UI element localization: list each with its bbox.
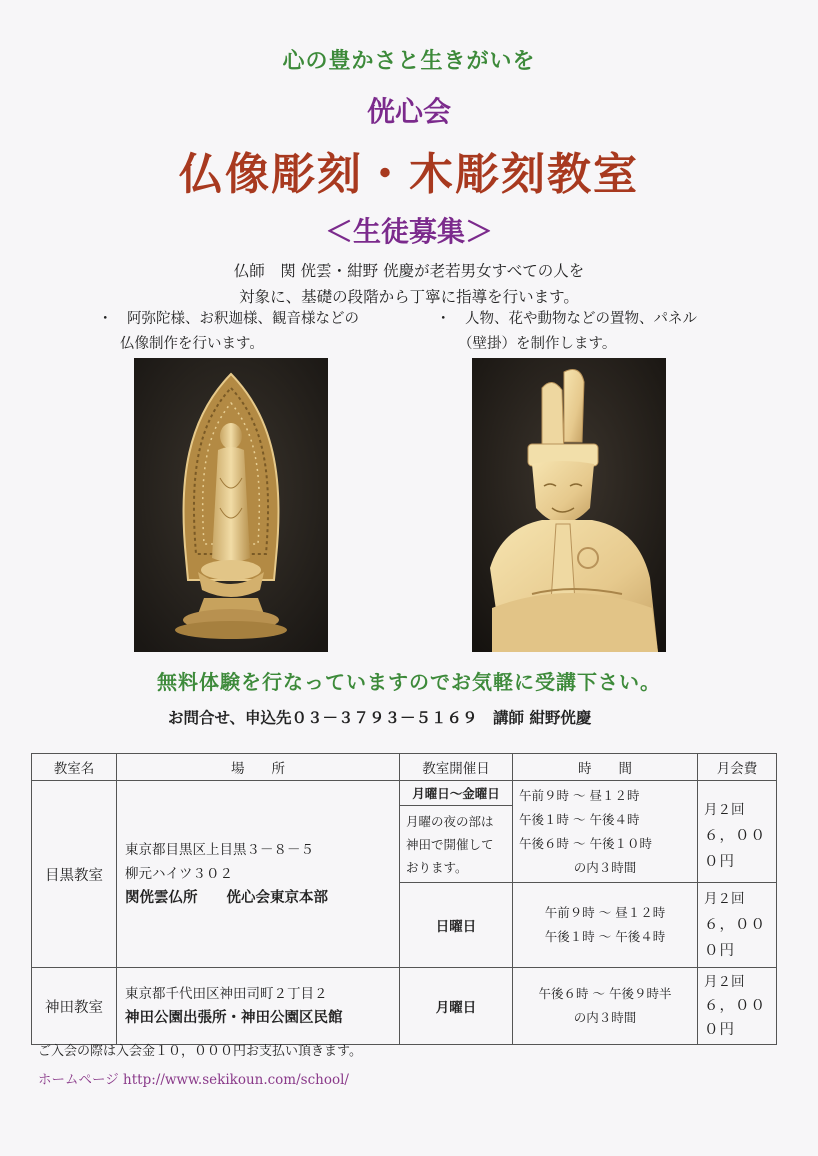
homepage-link[interactable]: http://www.sekikoun.com/school/ (123, 1072, 349, 1088)
kanda-day: 月曜日 (400, 968, 513, 1045)
page-title: 仏像彫刻・木彫刻教室 (179, 149, 639, 200)
meguro-address (117, 781, 400, 968)
table-row (32, 968, 777, 1045)
meguro-sunday: 日曜日 (400, 883, 513, 968)
recruitment-subtitle: ＜生徒募集＞ (324, 215, 493, 248)
header-time: 時 間 (513, 754, 698, 781)
intro-text (0, 258, 818, 310)
buddha-statue-icon (134, 358, 328, 652)
fee-line-1: 月２回 (704, 891, 745, 907)
meguro-weekday-fee (698, 781, 777, 883)
tagline: 心の豊かさと生きがいを (282, 48, 536, 74)
bullet-mark: ・ (436, 311, 451, 327)
header-location: 場 所 (117, 754, 400, 781)
kanda-address (117, 968, 400, 1045)
meguro-sunday-fee (698, 883, 777, 968)
bullet-line-2: （壁掛）を制作します。 (458, 336, 617, 352)
meguro-name: 目黒教室 (32, 781, 117, 968)
bullet-ornaments (436, 307, 736, 357)
header-day: 教室開催日 (400, 754, 513, 781)
table-header-row (32, 754, 777, 781)
time-line-3: 午後６時 ～ 午後１０時 (519, 835, 652, 851)
homepage-label: ホームページ (38, 1072, 119, 1088)
meguro-address-line-2: 柳元ハイツ３０２ (125, 866, 233, 882)
contact-info: お問合せ、申込先０３－３７９３－５１６９ 講師 紺野侊慶 (168, 708, 592, 727)
header-classroom: 教室名 (32, 754, 117, 781)
note-line-3: おります。 (406, 859, 468, 875)
bullet-buddhist-statues (98, 307, 418, 357)
fee-line-1: 月２回 (704, 974, 745, 990)
time-line-4: の内３時間 (573, 859, 637, 875)
enrollment-fee-note: ご入会の際は入会金１０，０００円お支払い頂きます。 (38, 1044, 362, 1059)
meguro-night-note (400, 806, 513, 883)
intro-line-2: 対象に、基礎の段階から丁寧に指導を行います。 (239, 288, 579, 306)
time-line-1: 午後６時 ～ 午後９時半 (538, 986, 672, 1001)
table-row (32, 781, 777, 806)
kanda-times (513, 968, 698, 1045)
intro-line-1: 仏師 関 侊雲・紺野 侊慶が老若男女すべての人を (233, 262, 585, 280)
fee-line-1: 月２回 (704, 802, 745, 818)
meguro-address-line-3: 関侊雲仏所 侊心会東京本部 (125, 889, 328, 906)
bullet-mark: ・ (98, 311, 113, 327)
time-line-1: 午前９時 ～ 昼１２時 (519, 787, 640, 803)
meguro-sunday-times (513, 883, 698, 968)
meguro-weekday-times (513, 781, 698, 883)
bullet-line-1: 人物、花や動物などの置物、パネル (465, 311, 697, 327)
fee-line-2: ６，０００円 (704, 917, 766, 959)
time-line-1: 午前９時 ～ 昼１２時 (544, 905, 666, 920)
note-line-2: 神田で開催して (406, 836, 494, 852)
bullet-line-2: 仏像制作を行います。 (120, 336, 264, 352)
time-line-2: 午後１時 ～ 午後４時 (544, 929, 666, 944)
fee-line-2: ６，０００円 (704, 828, 766, 870)
kanda-address-line-2: 神田公園出張所・神田公園区民館 (125, 1009, 343, 1026)
schedule-table (31, 753, 777, 1045)
note-line-1: 月曜の夜の部は (406, 813, 494, 829)
bullet-line-1: 阿弥陀様、お釈迦様、観音様などの (127, 311, 359, 327)
kanda-name: 神田教室 (32, 968, 117, 1045)
seated-figure-photo (472, 358, 666, 652)
header-fee: 月会費 (698, 754, 777, 781)
homepage (38, 1068, 349, 1088)
fee-line-2: ６，０００円 (704, 998, 766, 1038)
meguro-weekday: 月曜日～金曜日 (400, 781, 513, 806)
buddha-statue-photo (134, 358, 328, 652)
time-line-2: 午後１時 ～ 午後４時 (519, 811, 640, 827)
free-trial-message: 無料体験を行なっていますのでお気軽に受講下さい。 (157, 670, 661, 694)
kanda-address-line-1: 東京都千代田区神田司町２丁目２ (125, 986, 328, 1002)
time-line-2: の内３時間 (573, 1010, 637, 1025)
seated-figure-statue-icon (472, 358, 666, 652)
organization-name: 侊心会 (366, 95, 451, 128)
kanda-fee (698, 968, 777, 1045)
meguro-address-line-1: 東京都目黒区上目黒３－８－５ (125, 842, 314, 858)
